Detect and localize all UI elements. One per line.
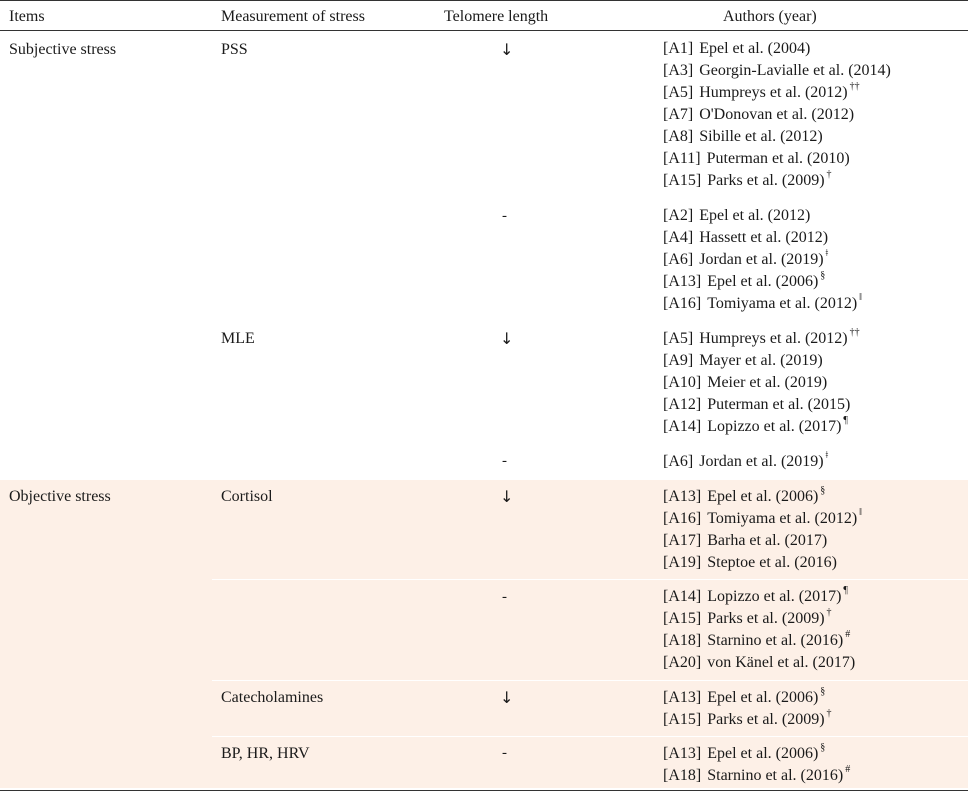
author-reference: [663, 248, 829, 269]
reference-code: [A14]: [663, 418, 702, 435]
footnote-marker: ‖: [859, 292, 862, 303]
reference-code: [A10]: [663, 374, 702, 391]
footnote-marker: ǂ: [825, 450, 829, 461]
row-separator: [212, 579, 968, 580]
reference-author: Lopizzo et al. (2017): [707, 588, 842, 605]
no-change-marker: -: [502, 453, 507, 469]
reference-code: [A5]: [663, 84, 694, 101]
reference-code: [A6]: [663, 251, 694, 268]
reference-code: [A13]: [663, 745, 702, 762]
measure-label: Cortisol: [221, 488, 273, 505]
footnote-marker: ǂ: [825, 248, 829, 259]
author-reference: [663, 554, 837, 572]
header-items: Items: [9, 8, 45, 25]
author-reference: [663, 532, 827, 550]
reference-author: Parks et al. (2009): [707, 610, 825, 627]
reference-author: Epel et al. (2004): [699, 40, 811, 57]
author-reference: [663, 629, 851, 650]
footnote-marker: §: [820, 485, 826, 496]
author-reference: [663, 207, 810, 225]
reference-author: Steptoe et al. (2016): [707, 554, 837, 571]
reference-code: [A15]: [663, 711, 702, 728]
measure-label: BP, HR, HRV: [221, 745, 310, 762]
author-reference: [663, 507, 862, 528]
table-header: [0, 0, 968, 31]
reference-author: Hassett et al. (2012): [699, 229, 829, 246]
reference-code: [A4]: [663, 229, 694, 246]
reference-author: Mayer et al. (2019): [699, 352, 823, 369]
reference-code: [A11]: [663, 150, 701, 167]
measure-label: MLE: [221, 330, 255, 347]
footnote-marker: ††: [849, 81, 860, 92]
group-label: Objective stress: [9, 488, 111, 505]
measure-label: PSS: [221, 41, 248, 58]
author-reference: [663, 229, 828, 247]
footnote-marker: #: [845, 629, 851, 640]
no-change-marker: -: [502, 745, 507, 761]
reference-code: [A15]: [663, 172, 702, 189]
reference-author: Puterman et al. (2010): [706, 150, 850, 167]
author-reference: [663, 150, 850, 168]
footnote-marker: §: [820, 686, 826, 697]
reference-code: [A7]: [663, 106, 694, 123]
author-reference: [663, 292, 862, 313]
reference-code: [A2]: [663, 207, 694, 224]
reference-code: [A20]: [663, 654, 702, 671]
reference-author: Lopizzo et al. (2017): [707, 418, 842, 435]
author-reference: [663, 169, 832, 190]
reference-code: [A13]: [663, 273, 702, 290]
decrease-arrow-icon: ↓: [500, 329, 514, 348]
group-label: Subjective stress: [9, 41, 117, 58]
reference-code: [A6]: [663, 453, 694, 470]
no-change-marker: -: [502, 208, 507, 224]
table-bottom-rule: [0, 790, 968, 791]
reference-author: Jordan et al. (2019): [699, 453, 824, 470]
author-reference: [663, 485, 826, 506]
reference-code: [A16]: [663, 510, 702, 527]
header-telomere-length: Telomere length: [444, 8, 549, 25]
footnote-marker: ¶: [843, 585, 848, 596]
reference-code: [A19]: [663, 554, 702, 571]
reference-author: Epel et al. (2006): [707, 273, 819, 290]
author-reference: [663, 585, 848, 606]
reference-code: [A16]: [663, 295, 702, 312]
reference-author: Humpreys et al. (2012): [699, 84, 848, 101]
reference-code: [A13]: [663, 488, 702, 505]
decrease-arrow-icon: ↓: [500, 688, 514, 707]
footnote-marker: †: [826, 708, 832, 719]
footnote-marker: §: [820, 270, 826, 281]
reference-author: O'Donovan et al. (2012): [699, 106, 855, 123]
author-reference: [663, 106, 854, 124]
decrease-arrow-icon: ↓: [500, 40, 514, 59]
footnote-marker: ‖: [859, 507, 862, 518]
reference-author: Humpreys et al. (2012): [699, 330, 848, 347]
author-reference: [663, 396, 850, 414]
author-reference: [663, 270, 826, 291]
reference-author: Barha et al. (2017): [707, 532, 828, 549]
reference-author: Starnino et al. (2016): [707, 767, 844, 784]
reference-code: [A13]: [663, 689, 702, 706]
reference-code: [A18]: [663, 767, 702, 784]
reference-code: [A12]: [663, 396, 702, 413]
reference-author: Meier et al. (2019): [707, 374, 828, 391]
author-reference: [663, 450, 829, 471]
row-separator: [212, 680, 968, 681]
author-reference: [663, 607, 832, 628]
author-reference: [663, 764, 851, 785]
measure-label: Catecholamines: [221, 689, 324, 706]
header-authors: Authors (year): [723, 8, 817, 25]
author-reference: [663, 352, 823, 370]
reference-code: [A17]: [663, 532, 702, 549]
author-reference: [663, 62, 891, 80]
reference-code: [A1]: [663, 40, 694, 57]
reference-code: [A9]: [663, 352, 694, 369]
reference-author: Parks et al. (2009): [707, 172, 825, 189]
author-reference: [663, 415, 848, 436]
no-change-marker: -: [502, 589, 507, 605]
reference-code: [A8]: [663, 128, 694, 145]
reference-author: Puterman et al. (2015): [707, 396, 851, 413]
author-reference: [663, 374, 827, 392]
reference-author: Tomiyama et al. (2012): [707, 510, 858, 527]
reference-author: Parks et al. (2009): [707, 711, 825, 728]
footnote-marker: #: [845, 764, 851, 775]
author-reference: [663, 742, 826, 763]
reference-code: [A18]: [663, 632, 702, 649]
reference-author: Sibille et al. (2012): [699, 128, 823, 145]
footnote-marker: ††: [849, 327, 860, 338]
reference-code: [A14]: [663, 588, 702, 605]
reference-author: Tomiyama et al. (2012): [707, 295, 858, 312]
author-reference: [663, 40, 810, 58]
reference-author: Epel et al. (2006): [707, 689, 819, 706]
author-reference: [663, 81, 860, 102]
header-measurement: Measurement of stress: [221, 8, 365, 25]
reference-author: Epel et al. (2012): [699, 207, 811, 224]
reference-author: Jordan et al. (2019): [699, 251, 824, 268]
reference-author: Epel et al. (2006): [707, 488, 819, 505]
footnote-marker: §: [820, 742, 826, 753]
reference-code: [A5]: [663, 330, 694, 347]
footnote-marker: †: [826, 607, 832, 618]
author-reference: [663, 327, 860, 348]
reference-code: [A3]: [663, 62, 694, 79]
author-reference: [663, 686, 826, 707]
author-reference: [663, 708, 832, 729]
row-separator: [212, 736, 968, 737]
author-reference: [663, 654, 855, 672]
reference-code: [A15]: [663, 610, 702, 627]
reference-author: Epel et al. (2006): [707, 745, 819, 762]
footnote-marker: ¶: [843, 415, 848, 426]
footnote-marker: †: [826, 169, 832, 180]
reference-author: Georgin-Lavialle et al. (2014): [699, 62, 891, 79]
author-reference: [663, 128, 823, 146]
decrease-arrow-icon: ↓: [500, 487, 514, 506]
reference-author: von Känel et al. (2017): [707, 654, 856, 671]
reference-author: Starnino et al. (2016): [707, 632, 844, 649]
